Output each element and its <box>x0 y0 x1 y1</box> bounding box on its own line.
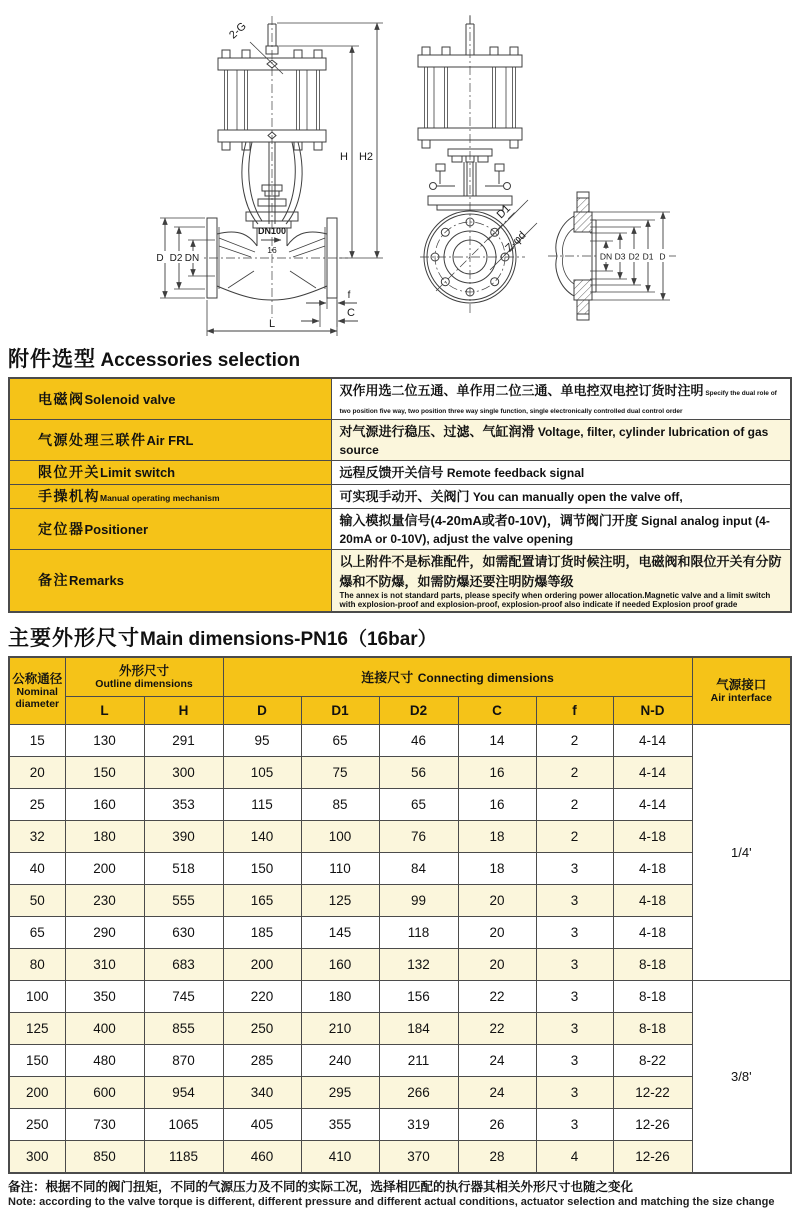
header-nominal-diameter <box>9 657 65 725</box>
accessory-name-cn: 限位开关 <box>38 464 100 481</box>
dimension-cell: 3 <box>536 885 613 917</box>
dimension-cell: 400 <box>65 1013 144 1045</box>
dimension-row <box>9 1109 791 1141</box>
accessory-row <box>9 460 791 484</box>
dimension-cell: 250 <box>9 1109 65 1141</box>
dimension-cell: 4-14 <box>613 725 692 757</box>
dimension-cell: 14 <box>458 725 536 757</box>
dimension-cell: 850 <box>65 1141 144 1174</box>
dimension-cell: 20 <box>458 917 536 949</box>
dimension-cell: 2 <box>536 757 613 789</box>
dimension-cell: 353 <box>144 789 223 821</box>
accessory-name-en: Air FRL <box>146 432 194 448</box>
dimension-cell: 125 <box>9 1013 65 1045</box>
accessory-desc-cn: 对气源进行稳压、过滤、气缸润滑 <box>339 423 535 439</box>
dimension-cell: 65 <box>301 725 379 757</box>
header-outline-en: Outline dimensions <box>95 677 193 690</box>
dimension-row <box>9 789 791 821</box>
dimension-cell: 15 <box>9 725 65 757</box>
dimension-cell: 4-18 <box>613 853 692 885</box>
accessory-name-cn: 定位器 <box>38 520 85 537</box>
dimension-cell: 18 <box>458 821 536 853</box>
accessory-desc-cn: 以上附件不是标准配件，如需配置请订货时候注明，电磁阀和限位开关有分防爆和不防爆，如需防爆还要注明防爆等级 <box>339 553 782 589</box>
dimension-cell: 3 <box>536 1013 613 1045</box>
dimension-cell: 24 <box>458 1045 536 1077</box>
dimension-cell: 140 <box>223 821 301 853</box>
dim-label-h: H <box>340 151 348 163</box>
accessory-row <box>9 378 791 420</box>
dimension-cell: 630 <box>144 917 223 949</box>
front-view <box>153 16 383 336</box>
dimension-cell: 4-14 <box>613 757 692 789</box>
accessory-row <box>9 549 791 612</box>
dimension-cell: 160 <box>301 949 379 981</box>
header-outline-cn: 外形尺寸 <box>118 663 169 678</box>
flange-dim-label-dn: DN <box>599 251 613 262</box>
dimension-cell: 954 <box>144 1077 223 1109</box>
dimension-row <box>9 821 791 853</box>
header-nominal-cn: 公称通径 <box>12 672 63 687</box>
dimension-cell: 3 <box>536 917 613 949</box>
dimension-cell: 230 <box>65 885 144 917</box>
dimension-cell: 1185 <box>144 1141 223 1174</box>
dimension-cell: 145 <box>301 917 379 949</box>
dimension-row <box>9 885 791 917</box>
dim-label-c: C <box>347 307 355 319</box>
accessory-name-cell <box>9 508 331 549</box>
dimension-cell: 319 <box>379 1109 458 1141</box>
dimension-cell: 16 <box>458 789 536 821</box>
accessories-heading <box>8 348 800 372</box>
dimension-cell: 12-26 <box>613 1141 692 1174</box>
dimension-cell: 46 <box>379 725 458 757</box>
dimension-row <box>9 981 791 1013</box>
accessory-row <box>9 484 791 508</box>
dimension-cell: 56 <box>379 757 458 789</box>
dimension-cell: 160 <box>65 789 144 821</box>
dimension-cell: 200 <box>223 949 301 981</box>
dimension-row <box>9 1077 791 1109</box>
dimension-cell: 100 <box>301 821 379 853</box>
flange-dim-label-d1: D1 <box>642 251 654 262</box>
valve-technical-drawing <box>0 0 800 344</box>
accessory-desc-en: The annex is not standard parts, please specify when ordering power allocation.Magnetic valve and a limit switch with explosion-proof and explosion-proof, explosion-proof also indicate if needed Explosion proof grade <box>339 590 771 610</box>
dim-label-f: f <box>347 290 351 301</box>
accessories-table-body <box>9 378 791 612</box>
dimension-cell: 65 <box>9 917 65 949</box>
dimension-cell: 290 <box>65 917 144 949</box>
accessory-desc-en: Specify the dual role of two position five way, two position three way single function, single electronically controlled dual control order <box>339 389 777 415</box>
dimension-cell: 300 <box>9 1141 65 1174</box>
accessories-heading-en: Accessories selection <box>100 350 301 371</box>
flange-dim-label-d: D <box>659 251 666 262</box>
dim-label-dn: DN <box>184 253 200 264</box>
accessory-name-cell <box>9 460 331 484</box>
dimension-cell: 730 <box>65 1109 144 1141</box>
dim-label-h2: H2 <box>358 151 374 163</box>
dimension-cell: 95 <box>223 725 301 757</box>
dimension-cell: 3 <box>536 981 613 1013</box>
header-nominal-en: Nominal diameter <box>15 686 60 710</box>
dimension-cell: 220 <box>223 981 301 1013</box>
dimension-cell: 310 <box>65 949 144 981</box>
dimensions-table <box>8 656 792 1175</box>
dimension-cell: 105 <box>223 757 301 789</box>
dimension-cell: 8-18 <box>613 981 692 1013</box>
dimension-row <box>9 757 791 789</box>
header-connecting-cn: 连接尺寸 <box>361 670 414 686</box>
footnote <box>8 1180 800 1209</box>
dimension-cell: 50 <box>9 885 65 917</box>
accessory-desc-cn: 远程反馈开关信号 <box>339 465 444 481</box>
dimension-cell: 76 <box>379 821 458 853</box>
dimension-cell: 285 <box>223 1045 301 1077</box>
dimension-cell: 75 <box>301 757 379 789</box>
dimension-cell: 355 <box>301 1109 379 1141</box>
dimension-cell: 26 <box>458 1109 536 1141</box>
dimensions-heading-cn: 主要外形尺寸 <box>8 627 140 651</box>
accessory-name-cell <box>9 378 331 420</box>
dimension-cell: 184 <box>379 1013 458 1045</box>
dim-label-bolt-holes: Z-φd <box>503 229 529 255</box>
dimension-cell: 4-18 <box>613 821 692 853</box>
dimension-cell: 3 <box>536 1077 613 1109</box>
dim-label-d2: D2 <box>169 253 183 264</box>
dimension-cell: 350 <box>65 981 144 1013</box>
dimension-cell: 3 <box>536 853 613 885</box>
dimension-cell: 3 <box>536 1109 613 1141</box>
accessory-name-en: Solenoid valve <box>84 391 176 407</box>
dimension-cell: 300 <box>144 757 223 789</box>
dimension-cell: 99 <box>379 885 458 917</box>
dimension-cell: 480 <box>65 1045 144 1077</box>
accessory-name-en: Remarks <box>69 573 124 589</box>
accessory-desc-en: You can manually open the valve off, <box>469 490 683 505</box>
dimension-cell: 8-18 <box>613 949 692 981</box>
dimension-cell: 110 <box>301 853 379 885</box>
dimension-cell: 210 <box>301 1013 379 1045</box>
dimension-cell: 2 <box>536 821 613 853</box>
accessory-name-cell <box>9 484 331 508</box>
dimension-row <box>9 853 791 885</box>
dimension-cell: 40 <box>9 853 65 885</box>
dimension-cell: 460 <box>223 1141 301 1174</box>
dimension-cell: 150 <box>65 757 144 789</box>
accessory-name-cell <box>9 419 331 460</box>
dimension-cell: 125 <box>301 885 379 917</box>
dimension-cell: 266 <box>379 1077 458 1109</box>
header-connecting-en: Connecting dimensions <box>417 671 554 686</box>
dimension-row <box>9 917 791 949</box>
dimension-cell: 65 <box>379 789 458 821</box>
header-col-h: H <box>144 697 223 725</box>
dimension-cell: 84 <box>379 853 458 885</box>
accessory-desc-cell <box>331 549 791 612</box>
dimension-cell: 4-14 <box>613 789 692 821</box>
dimension-cell: 405 <box>223 1109 301 1141</box>
accessory-desc-cell <box>331 484 791 508</box>
header-col-l: L <box>65 697 144 725</box>
header-col-f: f <box>536 697 613 725</box>
dimension-cell: 3 <box>536 1045 613 1077</box>
dim-label-d1-side: D1 <box>494 202 514 222</box>
body-dn-marking: DN100 <box>257 226 287 236</box>
accessory-name-cn: 电磁阀 <box>38 390 85 407</box>
dimension-cell: 291 <box>144 725 223 757</box>
accessory-desc-cn: 双作用选二位五通、单作用二位三通、单电控双电控订货时注明 <box>339 382 704 398</box>
dimension-cell: 370 <box>379 1141 458 1174</box>
dim-label-d: D <box>156 253 164 264</box>
dimension-cell: 340 <box>223 1077 301 1109</box>
dimension-cell: 3 <box>536 949 613 981</box>
accessory-desc-cell <box>331 508 791 549</box>
accessory-desc-en: Voltage, filter, cylinder lubrication of gas source <box>339 424 769 457</box>
dimension-cell: 240 <box>301 1045 379 1077</box>
header-outline-dimensions <box>65 657 223 697</box>
dimension-cell: 555 <box>144 885 223 917</box>
dimension-cell: 180 <box>65 821 144 853</box>
dimension-cell: 200 <box>9 1077 65 1109</box>
dimension-cell: 18 <box>458 853 536 885</box>
accessories-table <box>8 377 792 613</box>
accessory-name-cell <box>9 549 331 612</box>
dimension-cell: 150 <box>223 853 301 885</box>
dimension-cell: 22 <box>458 981 536 1013</box>
dimension-cell: 115 <box>223 789 301 821</box>
header-col-d2: D2 <box>379 697 458 725</box>
header-col-d1: D1 <box>301 697 379 725</box>
accessory-name-en: Manual operating mechanism <box>100 493 220 504</box>
dimension-cell: 390 <box>144 821 223 853</box>
accessory-row <box>9 419 791 460</box>
dimension-cell: 22 <box>458 1013 536 1045</box>
dimension-cell: 24 <box>458 1077 536 1109</box>
side-view <box>418 15 537 314</box>
footnote-en: Note: according to the valve torque is different, different pressure and different actual conditions, actuator selection and matching the size change <box>8 1196 775 1209</box>
dimension-cell: 32 <box>9 821 65 853</box>
accessory-name-cn: 备注 <box>38 572 69 589</box>
dim-label-l: L <box>268 318 276 330</box>
dimension-cell: 16 <box>458 757 536 789</box>
dimension-cell: 8-18 <box>613 1013 692 1045</box>
dimension-cell: 150 <box>9 1045 65 1077</box>
dimension-cell: 2 <box>536 725 613 757</box>
dimension-row <box>9 725 791 757</box>
header-col-d: D <box>223 697 301 725</box>
dimension-cell: 2 <box>536 789 613 821</box>
dimension-cell: 250 <box>223 1013 301 1045</box>
dimension-cell: 20 <box>9 757 65 789</box>
dimension-cell: 118 <box>379 917 458 949</box>
header-connecting-dimensions <box>223 657 692 697</box>
header-col-nd: N-D <box>613 697 692 725</box>
dimension-cell: 211 <box>379 1045 458 1077</box>
air-interface-cell: 1/4' <box>692 725 791 981</box>
dimensions-table-body <box>9 725 791 1174</box>
dimension-cell: 85 <box>301 789 379 821</box>
accessory-name-en: Limit switch <box>100 465 176 481</box>
dimension-cell: 518 <box>144 853 223 885</box>
dimension-cell: 80 <box>9 949 65 981</box>
flange-dim-label-d2: D2 <box>628 251 640 262</box>
accessory-name-cn: 手操机构 <box>38 488 100 505</box>
accessory-desc-en: Remote feedback signal <box>443 466 585 481</box>
dimension-cell: 200 <box>65 853 144 885</box>
dimension-row <box>9 1013 791 1045</box>
air-interface-cell: 3/8' <box>692 981 791 1174</box>
dimension-cell: 100 <box>9 981 65 1013</box>
dimension-row <box>9 1141 791 1174</box>
dimensions-heading-en: Main dimensions-PN16（16bar） <box>140 629 437 651</box>
header-col-c: C <box>458 697 536 725</box>
dimension-cell: 410 <box>301 1141 379 1174</box>
dimension-cell: 295 <box>301 1077 379 1109</box>
footnote-cn: 备注：根据不同的阀门扭矩，不同的气源压力及不同的实际工况，选择相匹配的执行器其相关外形尺寸也随之变化 <box>8 1180 634 1195</box>
accessory-name-cn: 气源处理三联件 <box>38 431 147 448</box>
dimension-cell: 156 <box>379 981 458 1013</box>
dimension-cell: 600 <box>65 1077 144 1109</box>
dimension-cell: 20 <box>458 949 536 981</box>
dimensions-heading <box>8 627 800 651</box>
port-size-label: 2-G <box>227 20 249 42</box>
dimension-row <box>9 1045 791 1077</box>
header-air-cn: 气源接口 <box>716 677 767 692</box>
accessory-row <box>9 508 791 549</box>
body-pn-marking: 16 <box>267 245 277 255</box>
dimension-cell: 870 <box>144 1045 223 1077</box>
dimension-cell: 4 <box>536 1141 613 1174</box>
dimension-cell: 12-26 <box>613 1109 692 1141</box>
dimension-cell: 28 <box>458 1141 536 1174</box>
header-air-interface <box>692 657 791 725</box>
dimension-cell: 1065 <box>144 1109 223 1141</box>
dimension-cell: 25 <box>9 789 65 821</box>
header-air-en: Air interface <box>710 691 772 704</box>
accessory-desc-cn: 可实现手动开、关阀门 <box>339 489 470 505</box>
dimension-cell: 4-18 <box>613 885 692 917</box>
flange-dim-label-d3: D3 <box>614 251 626 262</box>
dimension-cell: 855 <box>144 1013 223 1045</box>
dimension-cell: 4-18 <box>613 917 692 949</box>
dimension-cell: 8-22 <box>613 1045 692 1077</box>
dimension-cell: 20 <box>458 885 536 917</box>
flange-section-view <box>548 192 676 320</box>
dimension-cell: 165 <box>223 885 301 917</box>
accessory-desc-cell <box>331 419 791 460</box>
dimension-cell: 683 <box>144 949 223 981</box>
accessory-desc-cell <box>331 460 791 484</box>
dimension-cell: 12-22 <box>613 1077 692 1109</box>
accessory-desc-cn: 输入模拟量信号(4-20mA或者0-10V)，调节阀门开度 <box>339 512 638 528</box>
dimension-cell: 180 <box>301 981 379 1013</box>
accessory-desc-cell <box>331 378 791 420</box>
dimension-cell: 132 <box>379 949 458 981</box>
accessory-name-en: Positioner <box>84 521 149 537</box>
dimension-cell: 745 <box>144 981 223 1013</box>
dimension-cell: 185 <box>223 917 301 949</box>
dimension-row <box>9 949 791 981</box>
accessories-heading-cn: 附件选型 <box>8 348 96 371</box>
dimension-cell: 130 <box>65 725 144 757</box>
accessory-desc-en: Signal analog input (4-20mA or 0-10V), adjust the valve opening <box>339 513 770 546</box>
